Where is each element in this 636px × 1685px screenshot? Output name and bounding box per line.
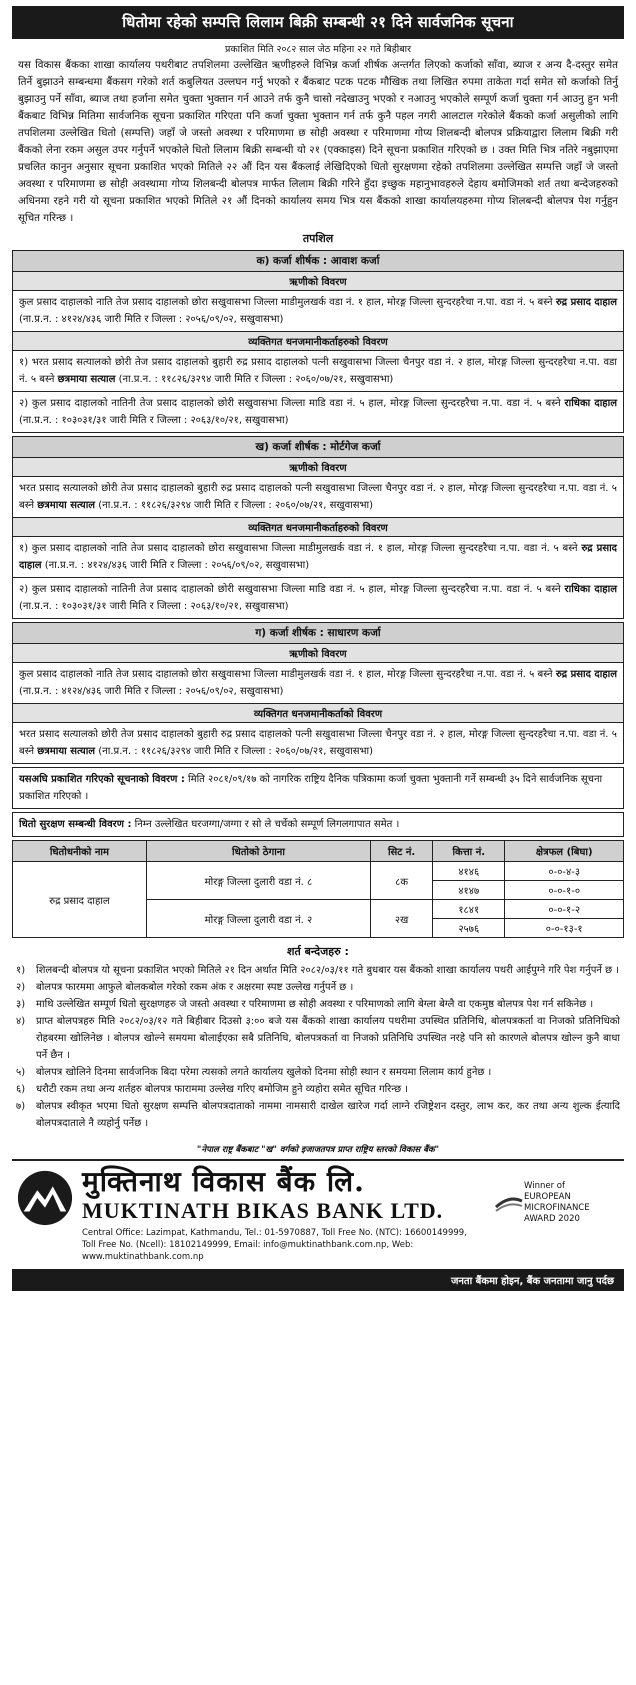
- guarantor-name: रुद्र प्रसाद दाहाल: [19, 543, 617, 571]
- bank-name-nepali: मुक्तिनाथ विकास बैंक लि.: [82, 1165, 365, 1198]
- publish-date: प्रकाशित मिति २०८२ साल जेठ महिना २२ गते बिहीबार: [224, 44, 412, 55]
- contact-line: Central Office: Lazimpat, Kathmandu, Tel.: 01-5970887, Toll Free No. (NTC): 16600149999,: [82, 1228, 467, 1238]
- loan-section-housing: [12, 250, 624, 433]
- address-cell: मोरङ्ग जिल्ला दुलारी वडा नं. २: [146, 900, 370, 938]
- bank-tagline: जनता बैंकमा होइन, बैंक जनतामा जानु पर्दछ: [12, 1269, 624, 1291]
- bank-name-english: MUKTINATH BIKAS BANK LTD.: [82, 1198, 444, 1223]
- guarantor-heading: व्यक्तिगत धनजमानीकर्ताको विवरण: [13, 703, 623, 723]
- list-item: ४) प्राप्त बोलपत्रहरु मिति २०८२/०३/१२ गते बिहीबार दिउसो ३:०० बजे यस बैंकको शाखा कार्यालय पथरीमा उपस्थित प्रतिनिधि, बोलपत्रकर्ता वा निजको प्रतिनिधिको रोहबरमा खोलिनेछ । बोलपत्र खोल्ने समयमा बोलाईएका सबै प्रतिनिधि, बोलपत्रकर्ता वा निजको प्रतिनिधि उपस्थित नरहे पनि सो कारणले बोलपत्र खोल्न कुनै बाधा पर्ने छैन ।: [16, 1016, 620, 1061]
- area-cell: ०-०-४-३: [505, 862, 624, 881]
- security-details: धितो सुरक्षण सम्बन्धी विवरण : निम्न उल्लेखित घरजग्गा/जग्गा र सो ले चर्चेको सम्पूर्ण लिगलगापात समेत ।: [12, 812, 624, 837]
- list-item: १) शिलबन्दी बोलपत्र यो सूचना प्रकाशित भएको मितिले २१ दिन अर्थात मिति २०८२/०३/११ गते बुधबार यस बैंकको शाखा कार्यालय पथरी आईपुग्ने गरि पेश गर्नुपर्ने छ ।: [16, 965, 620, 976]
- award-swoosh-icon: [494, 1191, 524, 1215]
- conditions-title: शर्त बन्देजहरु :: [287, 945, 349, 958]
- tapsil-heading: तपशिल: [302, 232, 334, 245]
- sheet-cell: ८क: [371, 862, 433, 900]
- kitta-cell: ४१४७: [433, 881, 505, 900]
- section-heading: ख) कर्जा शीर्षक : मोर्टगेज कर्जा: [13, 437, 623, 458]
- area-cell: ०-०-१-०: [505, 881, 624, 900]
- area-cell: ०-०-१-२: [505, 900, 624, 919]
- kitta-cell: १८४१: [433, 900, 505, 919]
- borrower-detail: कुल प्रसाद दाहालको नाति तेज प्रसाद दाहालको छोरा सखुवासभा जिल्ला माडीमुलखर्क वडा नं. १ हाल, मोरङ्ग जिल्ला सुन्दरहरैचा न.पा. वडा नं. ५ बस्ने रुद्र प्रसाद दाहाल (ना.प्र.न. : ४१२४/४३६ जारी मिति र जिल्ला : २०५६/०९/०२, सखुवासभा): [19, 297, 618, 325]
- loan-section-general: [12, 622, 624, 764]
- borrower-heading: ऋणीको विवरण: [13, 272, 623, 291]
- sheet-cell: २ख: [371, 900, 433, 938]
- list-item: ७) बोलपत्र स्वीकृत भएमा धितो सुरक्षण सम्पत्ति बोलपत्रदाताको नाममा नामसारी दाखेल खारेज गर्दा लाग्ने रजिष्ट्रेशन दस्तुर, लाभ कर, कर तथा अन्य शुल्क ईत्यादि बोलपत्रदाताले नै व्यहोर्नु पर्नेछ ।: [16, 1101, 620, 1129]
- col-address: धितोको ठेगाना: [146, 841, 370, 862]
- guarantor-name: छत्रमाया सत्याल: [37, 746, 96, 757]
- guarantor-name: राधिका दाहाल: [564, 398, 617, 409]
- borrower-detail: भरत प्रसाद सत्यालको छोरी तेज प्रसाद दाहालको बुहारी रुद्र प्रसाद दाहालको पत्नी सखुवासभा जिल्ला चैनपुर वडा नं. २ हाल, मोरङ्ग जिल्ला सुन्दरहरैचा न.पा. वडा नं. ५ बस्ने छत्रमाया सत्याल (ना.प्र.न. : ११८२६/३२९४ जारी मिति र जिल्ला : २०६०/०७/२१, सखुवासभा): [19, 483, 617, 511]
- contact-line: Toll Free No. (Ncell): 18102149999, Email: info@muktinathbank.com.np, Web: www.muktinathbank.com.np: [82, 1240, 414, 1262]
- list-item: ३) माथि उल्लेखित सम्पूर्ण धितो सुरक्षणहरु जे जस्तो अवस्था र परिमाणमा छ सोही अवस्था र परिमाणको लागि बेग्ला बेग्लै वा एकमुष्ठ बोलपत्र पेश गर्न सकिनेछ ।: [16, 999, 594, 1010]
- col-area: क्षेत्रफल (बिघा): [505, 841, 624, 862]
- award-line: EUROPEAN: [524, 1192, 571, 1202]
- owner-cell: रुद्र प्रसाद दाहाल: [13, 862, 147, 938]
- borrower-name: छत्रमाया सत्याल: [37, 500, 96, 511]
- guarantor-detail: भरत प्रसाद सत्यालको छोरी तेज प्रसाद दाहालको बुहारी रुद्र प्रसाद दाहालको पत्नी सखुवासभा जिल्ला चैनपुर वडा नं. २ हाल, मोरङ्ग जिल्ला सुन्दरहरैचा न.पा. वडा नं. ५ बस्ने छत्रमाया सत्याल (ना.प्र.न. : ११८२६/३२९४ जारी मिति र जिल्ला : २०६०/०७/२१, सखुवासभा): [19, 729, 617, 757]
- area-cell: ०-०-१३-१: [505, 919, 624, 938]
- borrower-detail: कुल प्रसाद दाहालको नाति तेज प्रसाद दाहालको छोरा सखुवासभा जिल्ला माडीमुलखर्क वडा नं. १ हाल, मोरङ्ग जिल्ला सुन्दरहरैचा न.पा. वडा नं. ५ बस्ने रुद्र प्रसाद दाहाल (ना.प्र.न. : ४१२४/४३६ जारी मिति र जिल्ला : २०५६/०९/०२, सखुवासभा): [19, 669, 618, 697]
- address-cell: मोरङ्ग जिल्ला दुलारी वडा नं. ८: [146, 862, 370, 900]
- col-kitta: कित्ता नं.: [433, 841, 505, 862]
- intro-paragraph: यस विकास बैंकका शाखा कार्यालय पथरीबाट तपशिलमा उल्लेखित ऋणीहरुले विभिन्न कर्जा शीर्षक अन्तर्गत लिएको कर्जाको साँवा, ब्याज र अन्य दै-दस्तुर समेत तिर्ने बुझाउने सम्बन्धमा बैंकसग गरेको शर्त कबुलियत उल्लघन गर्नु भएको र बैंकबाट पटक पटक मौखिक तथा लिखित रुपमा ताकेता गर्दा समेत सो कर्जाको तिर्नु बुझाउनु पर्ने साँवा, ब्याज तथा हर्जाना समेत चुक्ता भुक्तान गर्न आउने तर्फ कुनै चासो नदेखाउनु भएको र नआउनु भएकोले सम्पूर्ण कर्जा चुक्ता गर्न आउनु हुन भनी बैंकबाट विभिन्न मितिमा सार्वजनिक सूचना प्रकाशित गरिएता पनि कर्जा चुक्ता भुक्तान गर्न तर्फ कुनै पहल नगरी आलटाल गरेकोले बैंकको कर्जा असुलीको लागि तपशिलमा उल्लेखित धितो (सम्पत्ति) जहाँ जे जस्तो अवस्था र परिमाणमा छ सोही अवस्था र परिमाणमा गोप्य शिलबन्दी बोलपत्र प्रक्रियाद्वारा लिलाम बिक्री गरी बैंकको लेना रकम असुल उपर गर्नुपर्ने भएकोले धितो लिलाम बिक्री सम्बन्धी यो २१ (एक्काइस) दिने सूचना प्रकाशित गरिएको छ । उक्त मिति भित्र नतिरे नबुझाएमा प्रचलित कानुन अनुसार सूचना प्रकाशित भएको मितिले २२ औं दिन यस बैंकलाई लेखिदिएको धितो सुरक्षणमा रहेको तपशिलमा उल्लेखित सम्पत्ति जहाँ जे जस्तो अवस्था र परिमाणमा छ सोही अवस्थामा गोप्य शिलबन्दी बोलपत्र मार्फत लिलाम बिक्री गरिने हुँदा इच्छुक महानुभावहरुले देहाय बमोजिमको शर्त तथा बन्देजहरुको अधिनमा रहने गरी यो सूचना प्रकाशित भएको मितिले २१ औं दिनको कार्यालय समय भित्र यस बैंकको शाखा कार्यालयहरुमा गोप्य शिलबन्दी बोलपत्र पेश गर्नुहुन सूचित गरिन्छ ।: [18, 59, 618, 224]
- kitta-cell: २५७६: [433, 919, 505, 938]
- loan-section-mortgage: [12, 436, 624, 619]
- section-heading: क) कर्जा शीर्षक : आवाश कर्जा: [13, 251, 623, 272]
- bank-slogan: "नेपाल राष्ट्र बैंकबाट "ख" वर्गको इजाजतपत्र प्राप्त राष्ट्रिय स्तरको विकास बैंक": [196, 1145, 440, 1155]
- notice-title: धितोमा रहेको सम्पत्ति लिलाम बिक्री सम्बन्धी २१ दिने सार्वजनिक सूचना: [12, 6, 624, 39]
- guarantor-detail: २) कुल प्रसाद दाहालको नातिनी तेज प्रसाद दाहालको छोरी सखुवासभा जिल्ला माडि वडा नं. ५ हाल, मोरङ्ग जिल्ला सुन्दरहरैचा न.पा. वडा नं. ५ बस्ने राधिका दाहाल (ना.प्र.न. : १०३०३१/३१ जारी मिति र जिल्ला : २०६३/१०/२१, सखुवासभा): [13, 391, 623, 432]
- guarantor-detail: १) कुल प्रसाद दाहालको नाति तेज प्रसाद दाहालको छोरा सखुवासभा जिल्ला माडीमुलखर्क वडा नं. १ हाल, मोरङ्ग जिल्ला सुन्दरहरैचा न.पा. वडा नं. ५ बस्ने रुद्र प्रसाद दाहाल (ना.प्र.न. : ४१२४/४३६ जारी मिति र जिल्ला : २०५६/०९/०२, सखुवासभा): [19, 543, 617, 571]
- award-line: Winner of: [524, 1181, 565, 1191]
- guarantor-heading: व्यक्तिगत धनजमानीकर्ताहरुको विवरण: [13, 517, 623, 537]
- award-line: MICROFINANCE: [524, 1203, 590, 1213]
- bank-logo-icon: [16, 1169, 74, 1227]
- list-item: ६) धरौटी रकम तथा अन्य शर्तहरु बोलपत्र फाराममा उल्लेख गरिए बमोजिम हुने व्यहोरा समेत सूचित गरिन्छ ।: [16, 1084, 409, 1095]
- kitta-cell: ४१४६: [433, 862, 505, 881]
- section-heading: ग) कर्जा शीर्षक : साधारण कर्जा: [13, 623, 623, 644]
- borrower-name: रुद्र प्रसाद दाहाल: [555, 669, 618, 680]
- award-line: AWARD 2020: [524, 1214, 580, 1224]
- col-owner: धितोधनीको नाम: [13, 841, 147, 862]
- list-item: ५) बोलपत्र खोलिने दिनमा सार्वजनिक बिदा परेमा त्यसको लगते कार्यालय खुलेको दिनमा सोही स्थान र समयमा लिलाम कार्य हुनेछ ।: [16, 1067, 492, 1078]
- award-badge: [494, 1181, 624, 1225]
- collateral-table: [12, 840, 624, 938]
- borrower-heading: ऋणीको विवरण: [13, 458, 623, 477]
- col-sheet: सिट नं.: [371, 841, 433, 862]
- table-row: [13, 862, 624, 881]
- prior-notice: यसअघि प्रकाशित गरिएको सूचनाको विवरण : मिति २०८१/०९/१७ को नागरिक राष्ट्रिय दैनिक पत्रिकामा कर्जा चुक्ता भुक्तानी गर्ने सम्बन्धी ३५ दिने सार्वजनिक सूचना प्रकाशित गरिएको ।: [12, 767, 624, 809]
- guarantor-detail: १) भरत प्रसाद सत्यालको छोरी तेज प्रसाद दाहालको बुहारी रुद्र प्रसाद दाहालको पत्नी सखुवासभा जिल्ला चैनपुर वडा नं. २ हाल, मोरङ्ग जिल्ला सुन्दरहरैचा न.पा. वडा नं. ५ बस्ने छत्रमाया सत्याल (ना.प्र.न. : ११८२६/३२९४ जारी मिति र जिल्ला : २०६०/०७/२१, सखुवासभा): [19, 357, 617, 385]
- bank-footer: [12, 1159, 624, 1263]
- guarantor-heading: व्यक्तिगत धनजमानीकर्ताहरुको विवरण: [13, 331, 623, 351]
- borrower-heading: ऋणीको विवरण: [13, 644, 623, 663]
- list-item: २) बोलपत्र फारममा आफुले बोलकबोल गरेको रकम अंक र अक्षरमा स्पष्ट उल्लेख गर्नुपर्ने छ ।: [16, 982, 354, 993]
- guarantor-name: छत्रमाया सत्याल: [57, 374, 116, 385]
- guarantor-name: राधिका दाहाल: [564, 584, 617, 595]
- guarantor-detail: २) कुल प्रसाद दाहालको नातिनी तेज प्रसाद दाहालको छोरी सखुवासभा जिल्ला माडि वडा नं. ५ हाल, मोरङ्ग जिल्ला सुन्दरहरैचा न.पा. वडा नं. ५ बस्ने राधिका दाहाल (ना.प्र.न. : १०३०३१/३१ जारी मिति र जिल्ला : २०६३/१०/२१, सखुवासभा): [13, 577, 623, 618]
- conditions-list: [12, 962, 624, 1132]
- borrower-name: रुद्र प्रसाद दाहाल: [555, 297, 618, 308]
- notice-page: [12, 0, 624, 1291]
